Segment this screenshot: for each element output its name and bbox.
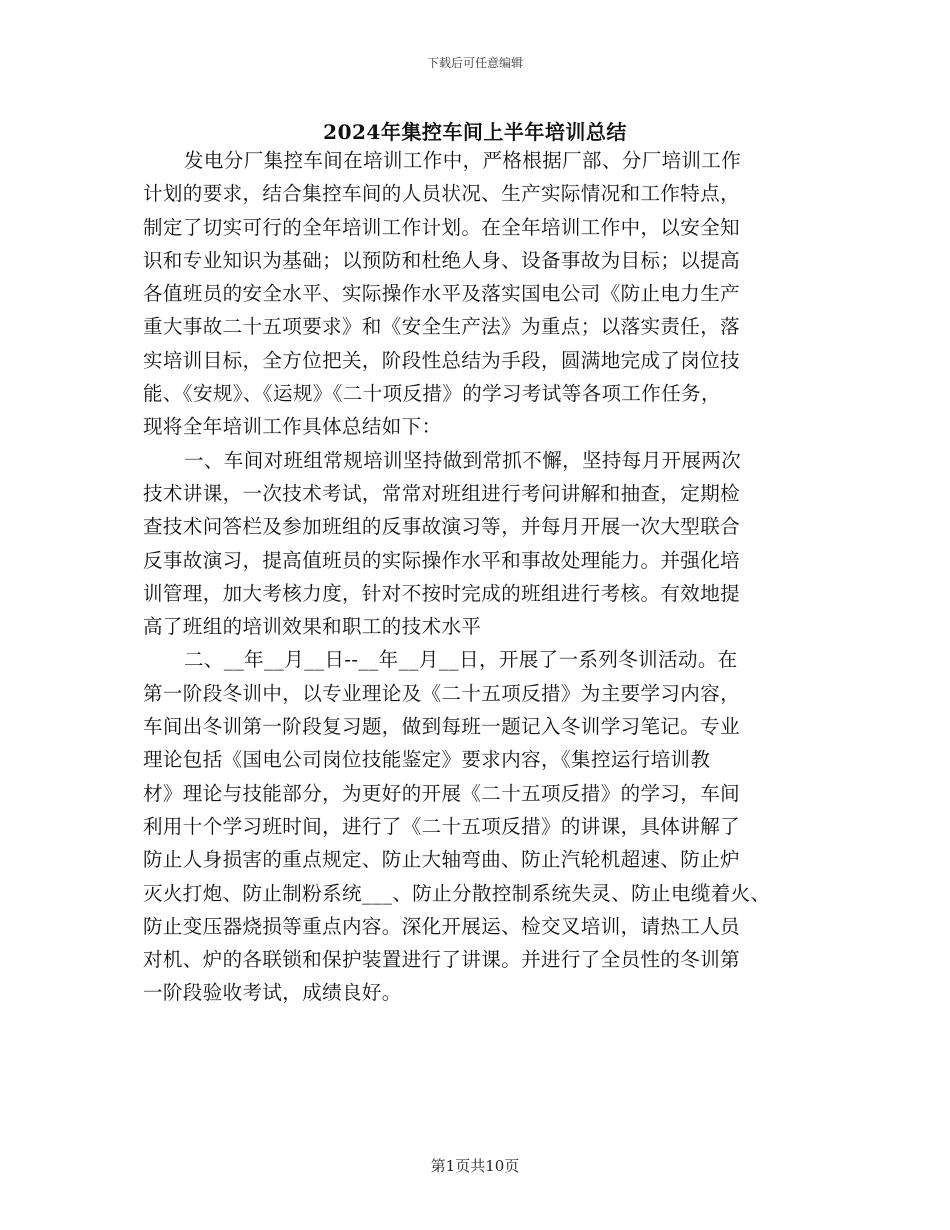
paragraph-line: 实培训目标，全方位把关，阶段性总结为手段，圆满地完成了岗位技 bbox=[143, 348, 741, 372]
paragraph-line: 灭火打炮、防止制粉系统___、防止分散控制系统失灵、防止电缆着火、 bbox=[143, 881, 771, 905]
paragraph-line: 防止变压器烧损等重点内容。深化开展运、检交叉培训，请热工人员 bbox=[143, 914, 741, 938]
paragraph-line: 二、__年__月__日--__年__月__日，开展了一系列冬训活动。在 bbox=[184, 648, 738, 672]
paragraph-line: 发电分厂集控车间在培训工作中，严格根据厂部、分厂培训工作 bbox=[184, 149, 742, 172]
paragraph-line: 材》理论与技能部分，为更好的开展《二十五项反措》的学习，车间 bbox=[143, 781, 741, 805]
paragraph-line: 对机、炉的各联锁和保护装置进行了讲课。并进行了全员性的冬训第 bbox=[143, 948, 741, 972]
page-number: 第1页共10页 bbox=[430, 1157, 520, 1175]
paragraph-line: 识和专业知识为基础；以预防和杜绝人身、设备事故为目标；以提高 bbox=[143, 248, 741, 272]
paragraph-line: 车间出冬训第一阶段复习题，做到每班一题记入冬训学习笔记。专业 bbox=[143, 715, 741, 739]
paragraph-line: 各值班员的安全水平、实际操作水平及落实国电公司《防止电力生产 bbox=[143, 282, 741, 306]
document-title: 2024年集控车间上半年培训总结 bbox=[323, 120, 627, 144]
paragraph-line: 训管理，加大考核力度，针对不按时完成的班组进行考核。有效地提 bbox=[143, 581, 741, 605]
paragraph-line: 理论包括《国电公司岗位技能鉴定》要求内容，《集控运行培训教 bbox=[143, 748, 711, 772]
paragraph-line: 一、车间对班组常规培训坚持做到常抓不懈，坚持每月开展两次 bbox=[184, 448, 742, 472]
paragraph-line: 一阶段验收考试，成绩良好。 bbox=[143, 981, 402, 1005]
paragraph-line: 现将全年培训工作具体总结如下： bbox=[143, 415, 442, 439]
header-note: 下载后可任意编辑 bbox=[426, 56, 523, 70]
paragraph-line: 反事故演习，提高值班员的实际操作水平和事故处理能力。并强化培 bbox=[143, 548, 741, 572]
paragraph-line: 防止人身损害的重点规定、防止大轴弯曲、防止汽轮机超速、防止炉 bbox=[143, 848, 741, 872]
paragraph-line: 利用十个学习班时间，进行了《二十五项反措》的讲课，具体讲解了 bbox=[143, 814, 741, 838]
paragraph-line: 计划的要求，结合集控车间的人员状况、生产实际情况和工作特点， bbox=[143, 182, 741, 206]
paragraph-line: 高了班组的培训效果和职工的技术水平 bbox=[143, 615, 482, 639]
document-body bbox=[143, 144, 815, 1010]
paragraph-line: 能、《安规》、《运规》《二十项反措》的学习考试等各项工作任务， bbox=[143, 382, 721, 406]
paragraph-line: 第一阶段冬训中，以专业理论及《二十五项反措》为主要学习内容， bbox=[143, 681, 741, 705]
paragraph-line: 查技术问答栏及参加班组的反事故演习等，并每月开展一次大型联合 bbox=[143, 515, 741, 539]
paragraph-line: 技术讲课，一次技术考试，常常对班组进行考问讲解和抽查，定期检 bbox=[143, 481, 741, 505]
paragraph-line: 制定了切实可行的全年培训工作计划。在全年培训工作中，以安全知 bbox=[143, 215, 741, 239]
paragraph-line: 重大事故二十五项要求》和《安全生产法》为重点；以落实责任，落 bbox=[143, 315, 741, 339]
